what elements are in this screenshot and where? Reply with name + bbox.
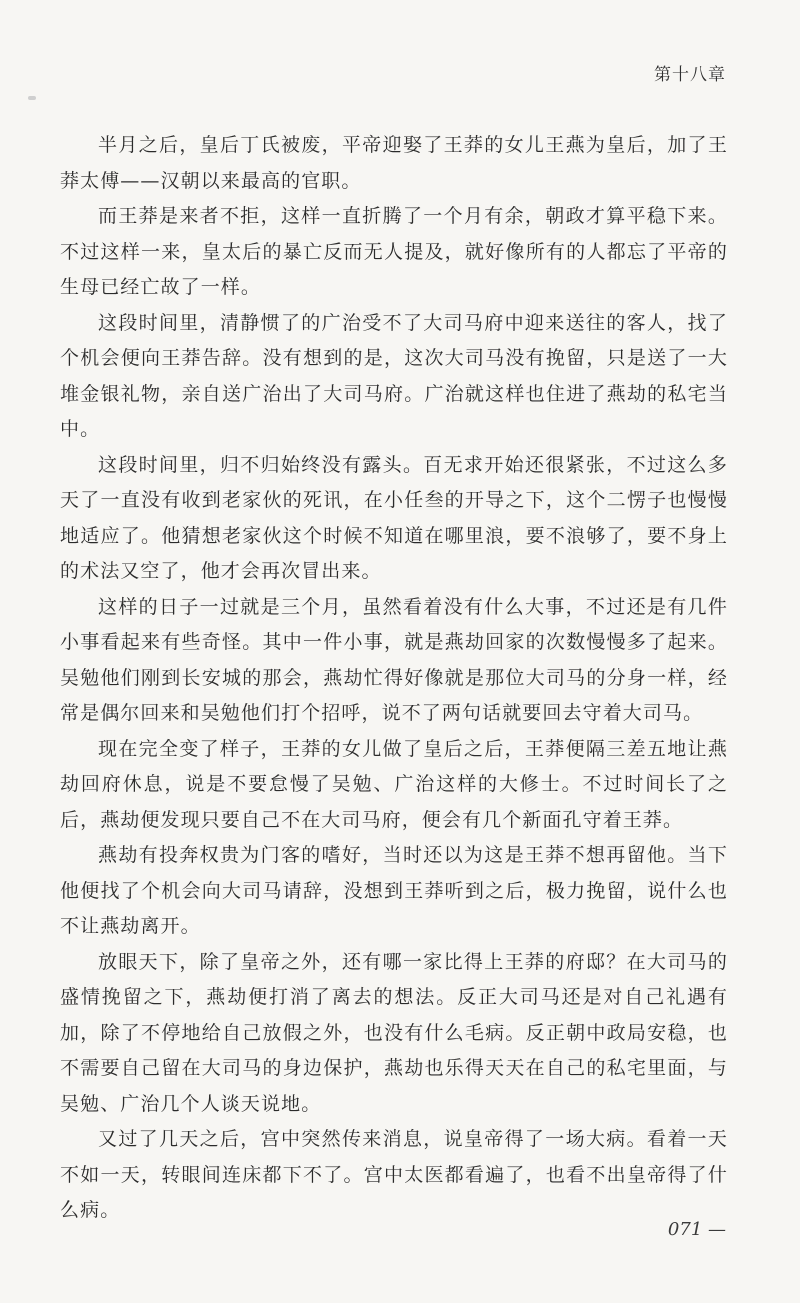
page-number: 071 —: [667, 1219, 726, 1240]
paragraph: 这段时间里，清静惯了的广治受不了大司马府中迎来送往的客人，找了个机会便向王莽告辞。没有想到的是，这次大司马没有挽留，只是送了一大堆金银礼物，亲自送广治出了大司马府。广治就这样也住进了燕劫的私宅当中。: [60, 311, 728, 440]
page-smudge: [28, 96, 36, 100]
paragraph: 燕劫有投奔权贵为门客的嗜好，当时还以为这是王莽不想再留他。当下他便找了个机会向大司马请辞，没想到王莽听到之后，极力挽留，说什么也不让燕劫离开。: [60, 844, 728, 937]
paragraph: 现在完全变了样子，王莽的女儿做了皇后之后，王莽便隔三差五地让燕劫回府休息，说是不要怠慢了吴勉、广治这样的大修士。不过时间长了之后，燕劫便发现只要自己不在大司马府，便会有几个新面孔守着王莽。: [60, 737, 728, 831]
chapter-header: 第十八章: [654, 65, 726, 85]
paragraph: 半月之后，皇后丁氏被废，平帝迎娶了王莽的女儿王燕为皇后，加了王莽太傅——汉朝以来最高的官职。: [60, 134, 728, 192]
paragraph: 这样的日子一过就是三个月，虽然看着没有什么大事，不过还是有几件小事看起来有些奇怪。其中一件小事，就是燕劫回家的次数慢慢多了起来。吴勉他们刚到长安城的那会，燕劫忙得好像就是那位大司马的分身一样，经常是偶尔回来和吴勉他们打个招呼，说不了两句话就要回去守着大司马。: [60, 595, 728, 724]
paragraph: 而王莽是来者不拒，这样一直折腾了一个月有余，朝政才算平稳下来。不过这样一来，皇太后的暴亡反而无人提及，就好像所有的人都忘了平帝的生母已经亡故了一样。: [60, 205, 728, 298]
paragraph: 又过了几天之后，宫中突然传来消息，说皇帝得了一场大病。看着一天不如一天，转眼间连床都下不了。宫中太医都看遍了，也看不出皇帝得了什么病。: [60, 1128, 728, 1221]
paragraph: 放眼天下，除了皇帝之外，还有哪一家比得上王莽的府邸？在大司马的盛情挽留之下，燕劫便打消了离去的想法。反正大司马还是对自己礼遇有加，除了不停地给自己放假之外，也没有什么毛病。反正朝中政局安稳，也不需要自己留在大司马的身边保护，燕劫也乐得天天在自己的私宅里面，与吴勉、广治几个人谈天说地。: [60, 950, 728, 1115]
paragraph: 这段时间里，归不归始终没有露头。百无求开始还很紧张，不过这么多天了一直没有收到老家伙的死讯，在小任叁的开导之下，这个二愣子也慢慢地适应了。他猜想老家伙这个时候不知道在哪里浪，要不浪够了，要不身上的术法又空了，他才会再次冒出来。: [60, 453, 728, 582]
body-text: [60, 128, 728, 1229]
